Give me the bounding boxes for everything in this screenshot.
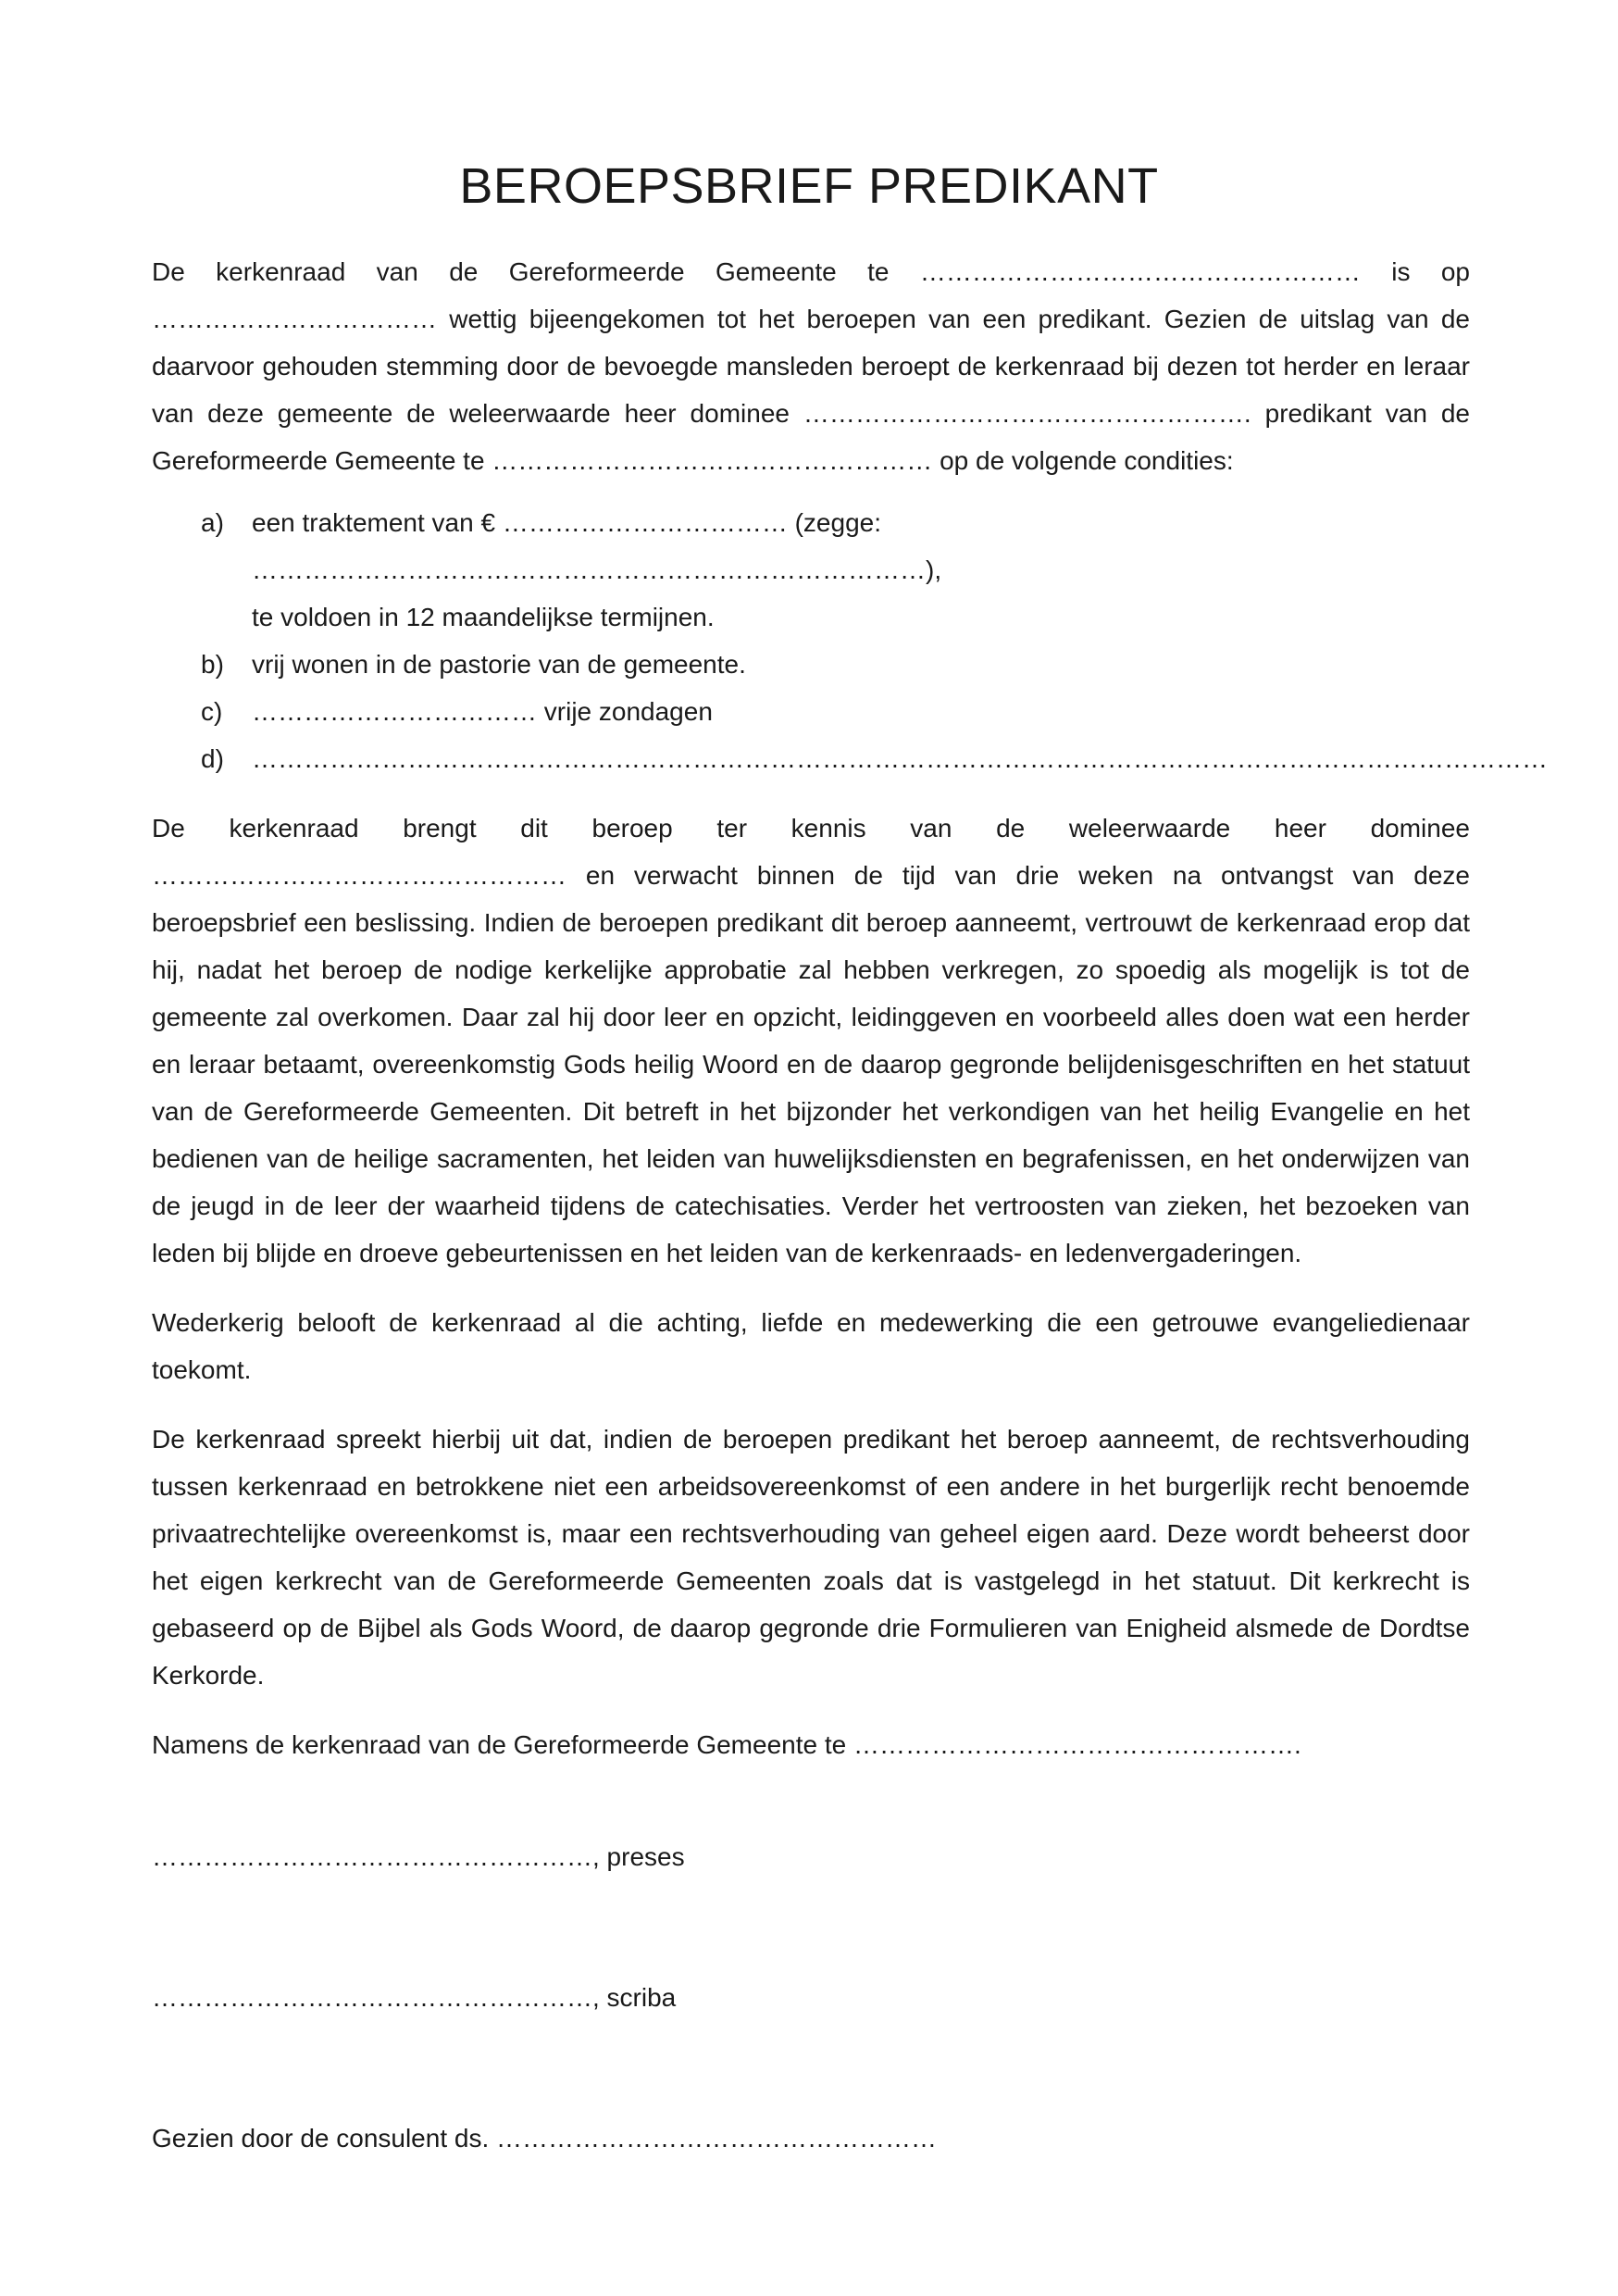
condition-letter: a) [201,508,224,537]
condition-letter: b) [201,650,224,679]
document-body [152,248,1548,1768]
condition-text: …………………………… vrije zondagen [252,697,713,726]
document-title: BEROEPSBRIEF PREDIKANT [459,158,1159,214]
on-behalf-line: Namens de kerkenraad van de Gereformeerde Gemeente te ……………………………………………. [152,1730,1301,1759]
conditions-list [152,499,1548,782]
condition-text-continued: te voldoen in 12 maandelijkse termijnen. [252,603,715,631]
promise-paragraph: Wederkerig belooft de kerkenraad al die achting, liefde en medewerking die een getrouwe evangeliedienaar toekomt. [152,1308,1470,1384]
consulent-line: Gezien door de consulent ds. …………………………………………… [152,2124,938,2152]
condition-item-d [152,735,1548,782]
condition-text: vrij wonen in de pastorie van de gemeente. [252,650,746,679]
condition-item-c [152,688,1470,735]
condition-letter: c) [201,697,223,726]
condition-letter: d) [201,744,224,773]
call-paragraph: De kerkenraad brengt dit beroep ter kennis van de weleerwaarde heer dominee ………………………………………… en verwacht binnen de tijd van drie weken na ontvangst van deze beroepsbrief een beslissing. Indien de beroepen predikant dit beroep aanneemt, vertrouwt de kerkenraad erop dat hij, nadat het beroep de nodige kerkelijke approbatie zal hebben verkregen, zo spoedig als mogelijk is tot de gemeente zal overkomen. Daar zal hij door leer en opzicht, leidinggeven en voorbeeld alles doen wat een herder en leraar betaamt, overeenkomstig Gods heilig Woord en de daarop gegronde belijdenisgeschriften en het statuut van de Gereformeerde Gemeenten. Dit betreft in het bijzonder het verkondigen van het heilig Evangelie en het bedienen van de heilige sacramenten, het leiden van huwelijksdiensten en begrafenissen, en het onderwijzen van de jeugd in de leer der waarheid tijdens de catechisaties. Verder het vertroosten van zieken, het bezoeken van leden bij blijde en droeve gebeurtenissen en het leiden van de kerkenraads- en ledenvergaderingen. [152,814,1470,1267]
condition-text: een traktement van € …………………………… (zegge: ……………………………………………………………………), [252,508,942,584]
condition-item-a [152,499,1470,641]
intro-paragraph: De kerkenraad van de Gereformeerde Gemeente te …………………………………………… is op …………………………… wettig bijeengekomen tot het beroepen van een predikant. Gezien de uitslag van de daarvoor gehouden stemming door de bevoegde mansleden beroept de kerkenraad bij dezen tot herder en leraar van deze gemeente de weleerwaarde heer dominee ……………………………………………. predikant van de Gereformeerde Gemeente te …………………………………………… op de volgende condities: [152,257,1470,475]
signature-preses: ……………………………………………, preses [152,1842,685,1871]
condition-item-b [152,641,1470,688]
signature-scriba: ……………………………………………, scriba [152,1983,677,2012]
legal-paragraph: De kerkenraad spreekt hierbij uit dat, indien de beroepen predikant het beroep aanneemt, de rechtsverhouding tussen kerkenraad en betrokkene niet een arbeidsovereenkomst of een andere in het burgerlijk recht benoemde privaatrechtelijke overeenkomst is, maar een rechtsverhouding van geheel eigen aard. Deze wordt beheerst door het eigen kerkrecht van de Gereformeerde Gemeenten zoals dat is vastgelegd in het statuut. Dit kerkrecht is gebaseerd op de Bijbel als Gods Woord, de daarop gegronde drie Formulieren van Enigheid alsmede de Dordtse Kerkorde. [152,1425,1470,1690]
condition-text: …………………………………………………………………………………………………………………………………… [252,744,1548,773]
